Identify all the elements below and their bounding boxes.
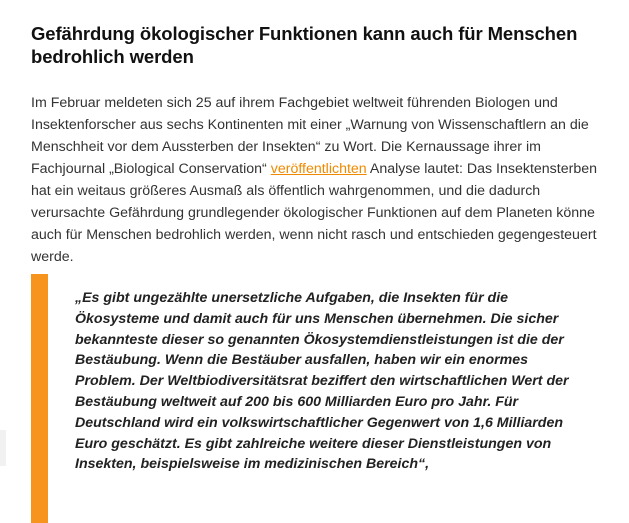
section-heading: Gefährdung ökologischer Funktionen kann auch für Menschen bedrohlich werden	[31, 23, 578, 67]
quote-text: „Es gibt ungezählte unersetzliche Aufgaben, die Insekten für die Ökosysteme und damit auch für uns Menschen übernehmen. Die sicher bekannteste dieser so genannten Ökosystemdienstleistungen ist die der Bestäubung. Wenn die Bestäuber ausfallen, haben wir ein enormes Problem. Der Weltbiodiversitätsrat beziffert den wirtschaftlichen Wert der Bestäubung weltweit auf 200 bis 600 Milliarden Euro pro Jahr. Für Deutschland wird ein volkswirtschaftlicher Gegenwert von 1,6 Milliarden Euro geschätzt. Es gibt zahlreiche weitere dieser Dienstleistungen von Insekten, beispielsweise im medizinischen Bereich“,	[75, 290, 569, 473]
left-edge-element	[0, 430, 6, 466]
paragraph-text-before-link: Im Februar meldeten sich 25 auf ihrem Fachgebiet weltweit führenden Biologen und Insektenforscher aus sechs Kontinenten mit einer „Warnung von Wissenschaftlern an die Menschheit vor dem Aussterben der Insekten“ zu Wort. Die Kernaussage ihrer im Fachjournal „Biological Conservation“	[31, 95, 589, 177]
paragraph-text-after-link: Analyse lautet: Das Insektensterben hat ein weitaus größeres Ausmaß als öffentlich wahrgenommen, und die dadurch verursachte Gefährdung grundlegender ökologischer Funktionen auf dem Planeten könne auch für Menschen bedrohlich werden, wenn nicht rasch und entschieden gegengesteuert werde.	[31, 161, 597, 265]
body-paragraph	[31, 92, 611, 268]
quote-accent-bar	[31, 274, 48, 523]
publication-link[interactable]: veröffentlichten	[270, 161, 367, 177]
article-section	[31, 22, 611, 268]
blockquote	[31, 274, 611, 523]
